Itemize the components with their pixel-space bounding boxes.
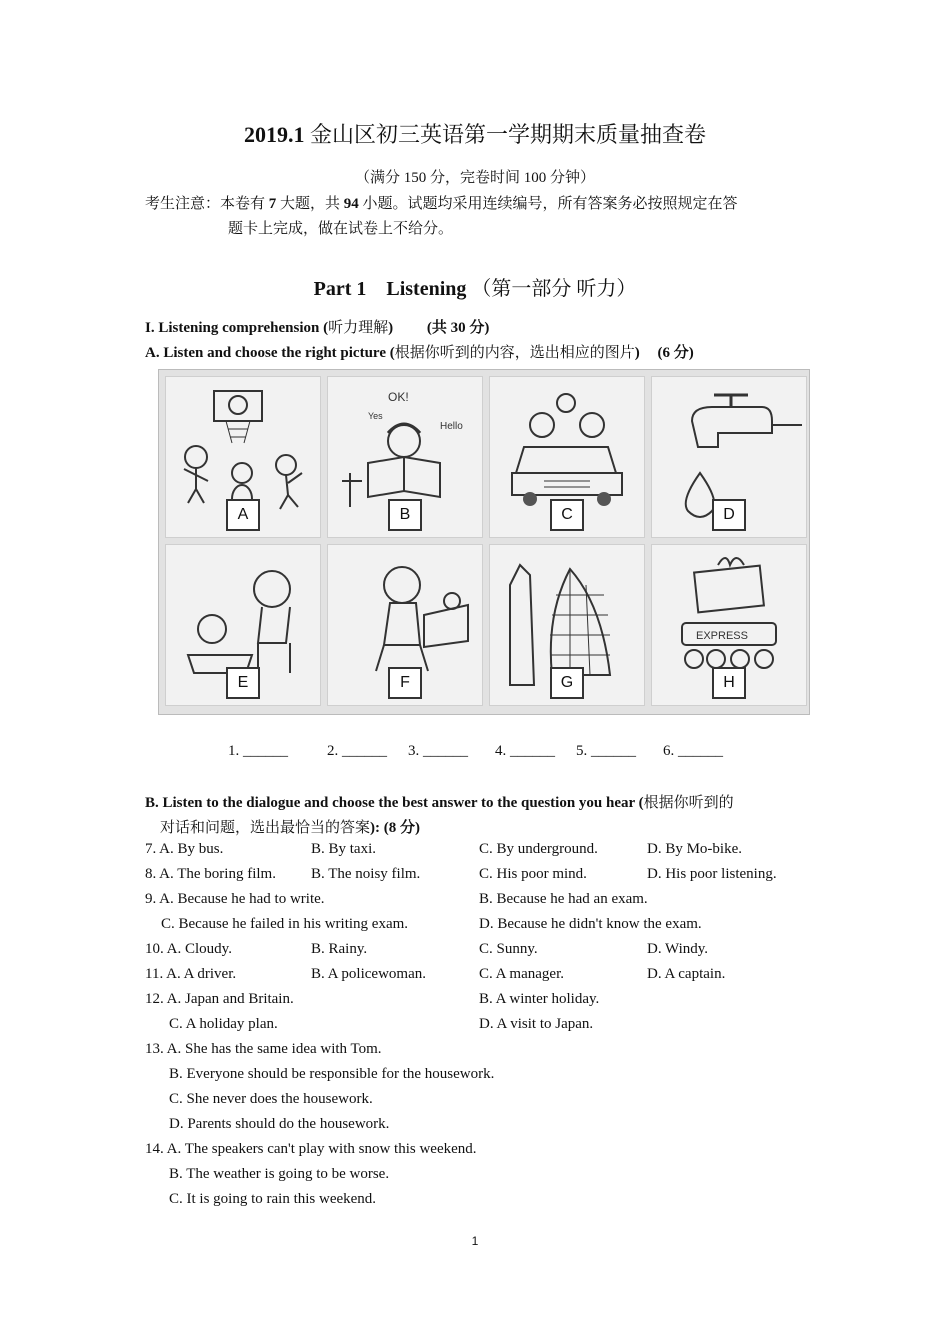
option: C. His poor mind. <box>479 866 587 882</box>
section-b-cn-2: 对话和问题，选出最恰当的答案 <box>160 820 371 836</box>
answer-blank-6[interactable]: 6. ______ <box>663 743 723 759</box>
page-number: 1 <box>471 1234 479 1248</box>
picture-label: H <box>712 667 746 699</box>
option: B. Everyone should be responsible for the housework. <box>169 1066 495 1082</box>
section-a-score: (6 分) <box>657 345 694 361</box>
question-12: 12. A. Japan and Britain. <box>145 991 294 1007</box>
section-1-cn: 听力理解 <box>328 320 389 336</box>
svg-text:Hello: Hello <box>440 421 463 432</box>
section-a-heading <box>145 341 694 362</box>
section-1-heading <box>145 316 489 337</box>
exam-subtitle: （满分 150 分，完卷时间 100 分钟） <box>354 170 595 186</box>
option: B. Rainy. <box>311 941 368 957</box>
answer-blank-2[interactable]: 2. ______ <box>327 743 387 759</box>
option: C. Sunny. <box>479 941 538 957</box>
option: D. His poor listening. <box>647 866 777 882</box>
question-7: 7. A. By bus. <box>145 841 224 857</box>
section-b-en: B. Listen to the dialogue and choose the best answer to the question you hear ( <box>145 795 644 811</box>
part-heading-en: Part 1 Listening <box>313 278 467 300</box>
section-b-cn: 根据你听到的 <box>643 795 734 811</box>
picture-a <box>165 376 321 538</box>
question-11: 11. A. A driver. <box>145 966 237 982</box>
exam-title <box>0 118 950 149</box>
option: D. A captain. <box>647 966 726 982</box>
notice-question-count: 94 <box>343 196 359 212</box>
option: C. A manager. <box>479 966 564 982</box>
section-1-en: I. Listening comprehension ( <box>145 320 329 336</box>
question-9: 9. A. Because he had to write. <box>145 891 325 907</box>
picture-e <box>165 544 321 706</box>
svg-text:Yes: Yes <box>368 411 383 421</box>
exam-year: 2019.1 <box>243 122 305 147</box>
notice-text: 小题。试题均采用连续编号，所有答案务必按照规定在答 <box>358 196 738 212</box>
section-a-en: A. Listen and choose the right picture ( <box>145 345 395 361</box>
part-heading <box>0 272 950 301</box>
picture-label: A <box>226 499 260 531</box>
part-heading-cn: （第一部分 听力） <box>471 278 637 300</box>
picture-label: G <box>550 667 584 699</box>
picture-label: B <box>388 499 422 531</box>
option: B. Because he had an exam. <box>479 891 648 907</box>
svg-text:OK!: OK! <box>388 390 409 404</box>
answer-blank-3[interactable]: 3. ______ <box>408 743 468 759</box>
option: D. Windy. <box>647 941 709 957</box>
notice-line-2: 题卡上完成，做在试卷上不给分。 <box>228 221 454 237</box>
option: D. Because he didn't know the exam. <box>479 916 702 932</box>
picture-label: D <box>712 499 746 531</box>
section-b-heading-2 <box>160 816 420 837</box>
notice-line-1 <box>145 192 738 213</box>
option: B. A policewoman. <box>311 966 426 982</box>
picture-grid <box>158 369 810 715</box>
question-14: 14. A. The speakers can't play with snow this weekend. <box>145 1141 477 1157</box>
section-b-close: ): <box>370 820 381 836</box>
option: B. A winter holiday. <box>479 991 600 1007</box>
question-13: 13. A. She has the same idea with Tom. <box>145 1041 382 1057</box>
answer-blank-5[interactable]: 5. ______ <box>576 743 636 759</box>
picture-c <box>489 376 645 538</box>
notice-section-count: 7 <box>268 196 277 212</box>
picture-f <box>327 544 483 706</box>
exam-title-text: 金山区初三英语第一学期期末质量抽查卷 <box>309 122 706 147</box>
section-a-cn: 根据你听到的内容，选出相应的图片 <box>394 345 635 361</box>
picture-g <box>489 544 645 706</box>
picture-label: F <box>388 667 422 699</box>
option: C. A holiday plan. <box>169 1016 278 1032</box>
option: C. By underground. <box>479 841 598 857</box>
section-a-close: ) <box>634 345 640 361</box>
section-1-score: (共 30 分) <box>426 320 490 336</box>
answer-blank-4[interactable]: 4. ______ <box>495 743 555 759</box>
notice-text: 考生注意：本卷有 <box>145 196 269 212</box>
option: B. By taxi. <box>311 841 377 857</box>
section-b-heading-1 <box>145 791 734 812</box>
option: B. The weather is going to be worse. <box>169 1166 390 1182</box>
option: C. She never does the housework. <box>169 1091 373 1107</box>
picture-label: C <box>550 499 584 531</box>
section-b-score: (8 分) <box>380 820 421 836</box>
option: D. A visit to Japan. <box>479 1016 594 1032</box>
option: B. The noisy film. <box>311 866 421 882</box>
notice-text: 大题，共 <box>276 196 344 212</box>
picture-d <box>651 376 807 538</box>
option: D. By Mo-bike. <box>647 841 742 857</box>
picture-b <box>327 376 483 538</box>
option: D. Parents should do the housework. <box>169 1116 390 1132</box>
question-8: 8. A. The boring film. <box>145 866 276 882</box>
question-10: 10. A. Cloudy. <box>145 941 232 957</box>
option: C. Because he failed in his writing exam. <box>161 916 409 932</box>
svg-text:EXPRESS: EXPRESS <box>696 630 748 642</box>
answer-blank-1[interactable]: 1. ______ <box>228 743 288 759</box>
option: C. It is going to rain this weekend. <box>169 1191 377 1207</box>
picture-h <box>651 544 807 706</box>
section-1-close: ) <box>388 320 394 336</box>
picture-label: E <box>226 667 260 699</box>
